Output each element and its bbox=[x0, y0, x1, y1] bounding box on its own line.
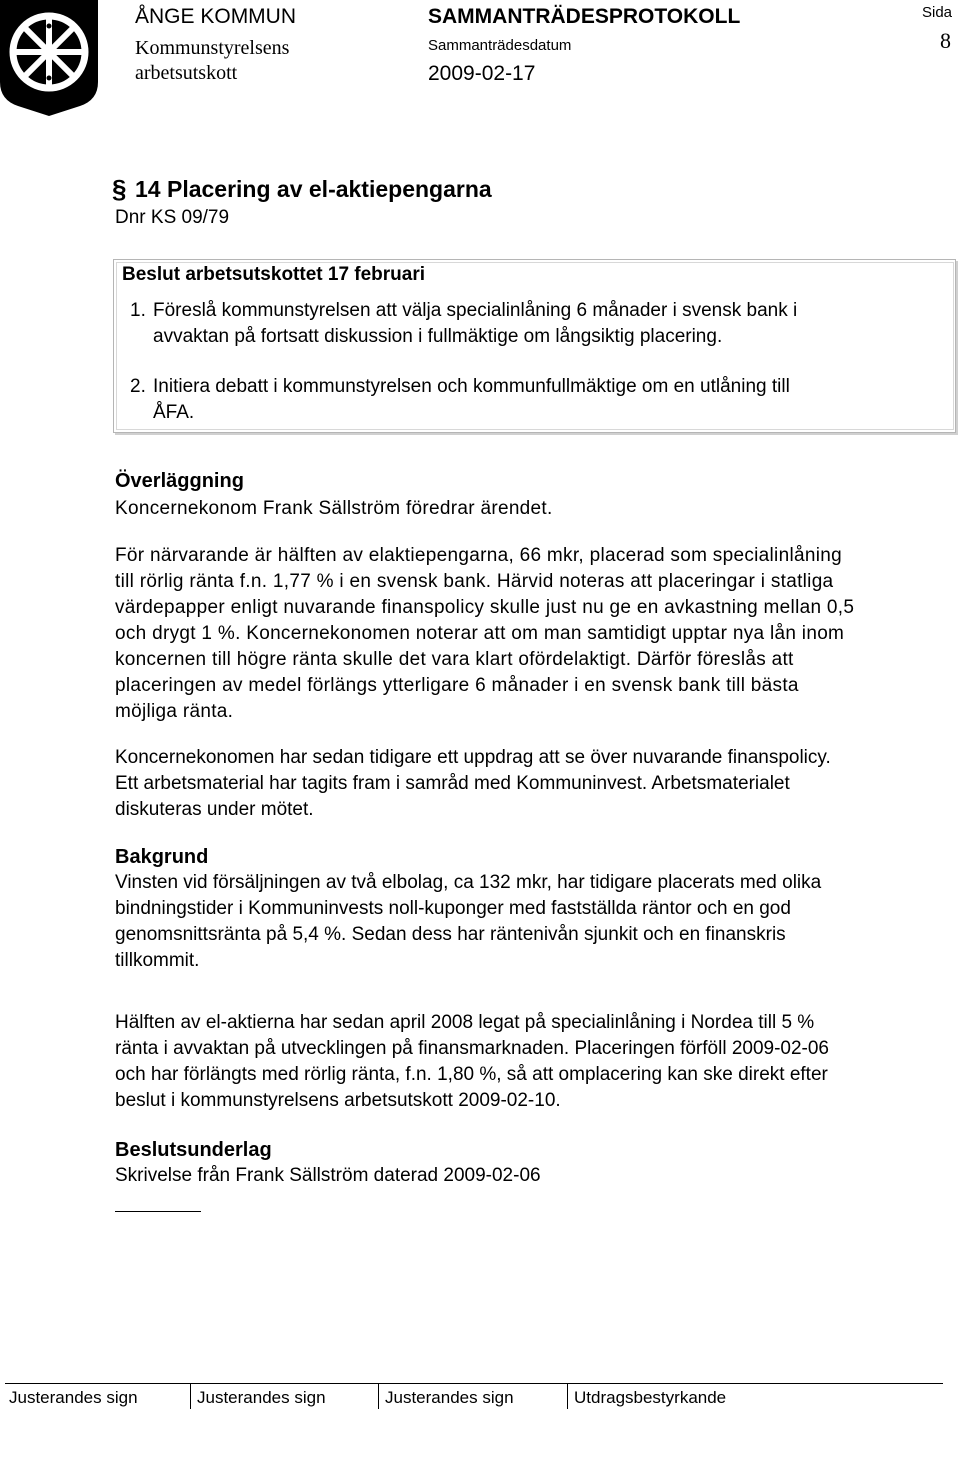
signature-field-label: Justerandes sign bbox=[197, 1388, 326, 1407]
document-type: SAMMANTRÄDESPROTOKOLL bbox=[428, 5, 741, 28]
decision-item-line: avvaktan på fortsatt diskussion i fullmäktige om långsiktig placering. bbox=[153, 326, 723, 347]
paragraph-line: diskuteras under mötet. bbox=[115, 799, 314, 820]
paragraph-line: värdepapper enligt nuvarande finanspolicy skulle just nu ge en avkastning mellan 0,5 bbox=[115, 597, 855, 618]
paragraph-line: Vinsten vid försäljningen av två elbolag, ca 132 mkr, har tidigare placerats med olika bbox=[115, 872, 822, 893]
decision-item-number: 1. bbox=[130, 300, 146, 321]
paragraph-line: placeringen av medel förlängs ytterligare 6 månader i en svensk bank till bästa bbox=[115, 675, 799, 696]
paragraph-line: Ett arbetsmaterial har tagits fram i samråd med Kommuninvest. Arbetsmaterialet bbox=[115, 773, 790, 794]
decision-item-line: Föreslå kommunstyrelsen att välja specialinlåning 6 månader i svensk bank i bbox=[153, 300, 798, 321]
end-rule bbox=[115, 1211, 201, 1212]
section-sign: § bbox=[112, 174, 127, 204]
basis-text: Skrivelse från Frank Sällström daterad 2009-02-06 bbox=[115, 1165, 541, 1186]
paragraph-line: Koncernekonomen har sedan tidigare ett uppdrag att se över nuvarande finanspolicy. bbox=[115, 747, 831, 768]
paragraph-line: och har förlängts med rörlig ränta, f.n. 1,80 %, så att omplacering kan ske direkt efter bbox=[115, 1064, 828, 1085]
footer-separator bbox=[190, 1383, 191, 1409]
paragraph-line: till rörlig ränta f.n. 1,77 % i en svensk bank. Härvid noteras att placeringar i statliga bbox=[115, 571, 834, 592]
meeting-date: 2009-02-17 bbox=[428, 62, 536, 85]
section-title: 14 Placering av el-aktiepengarna bbox=[135, 176, 492, 202]
paragraph-line: koncernen till högre ränta skulle det vara klart ofördelaktigt. Därför föreslås att bbox=[115, 649, 794, 670]
paragraph-line: tillkommit. bbox=[115, 950, 200, 971]
background-heading: Bakgrund bbox=[115, 846, 209, 868]
paragraph-line: beslut i kommunstyrelsens arbetsutskott 2009-02-10. bbox=[115, 1090, 561, 1111]
signature-field-label: Justerandes sign bbox=[385, 1388, 514, 1407]
signature-field-label: Justerandes sign bbox=[9, 1388, 138, 1407]
case-number: Dnr KS 09/79 bbox=[115, 207, 230, 228]
footer-rule bbox=[5, 1383, 943, 1384]
page-number: 8 bbox=[940, 28, 951, 53]
paragraph-line: och drygt 1 %. Koncernekonomen noterar att om man samtidigt upptar nya lån inom bbox=[115, 623, 845, 644]
paragraph-line: möjliga ränta. bbox=[115, 701, 234, 722]
paragraph-line: bindningstider i Kommuninvests noll-kuponger med fastställda räntor och en god bbox=[115, 898, 791, 919]
decision-item-number: 2. bbox=[130, 376, 146, 397]
decision-heading: Beslut arbetsutskottet 17 februari bbox=[122, 264, 426, 285]
paragraph-line: För närvarande är hälften av elaktiepengarna, 66 mkr, placerad som specialinlåning bbox=[115, 545, 842, 566]
body-name-line1: Kommunstyrelsens bbox=[135, 37, 290, 59]
paragraph-line: ränta i avvaktan på utvecklingen på finansmarknaden. Placeringen förföll 2009-02-06 bbox=[115, 1038, 830, 1059]
footer-separator bbox=[567, 1383, 568, 1409]
decision-item-line: Initiera debatt i kommunstyrelsen och kommunfullmäktige om en utlåning till bbox=[153, 376, 790, 397]
meeting-date-label: Sammanträdesdatum bbox=[428, 37, 572, 54]
paragraph-line: genomsnittsränta på 5,4 %. Sedan dess har räntenivån sjunkit och en finanskris bbox=[115, 924, 786, 945]
basis-heading: Beslutsunderlag bbox=[115, 1139, 272, 1161]
footer-separator bbox=[378, 1383, 379, 1409]
certification-field-label: Utdragsbestyrkande bbox=[574, 1388, 727, 1407]
body-name-line2: arbetsutskott bbox=[135, 62, 238, 84]
page-label: Sida bbox=[922, 4, 953, 21]
paragraph-line: Hälften av el-aktierna har sedan april 2008 legat på specialinlåning i Nordea till 5 % bbox=[115, 1012, 815, 1033]
deliberation-heading: Överläggning bbox=[115, 470, 244, 492]
municipality-logo bbox=[0, 0, 98, 116]
municipality-name: ÅNGE KOMMUN bbox=[135, 5, 297, 28]
deliberation-intro: Koncernekonom Frank Sällström föredrar ärendet. bbox=[115, 498, 553, 519]
decision-item-line: ÅFA. bbox=[153, 402, 195, 423]
